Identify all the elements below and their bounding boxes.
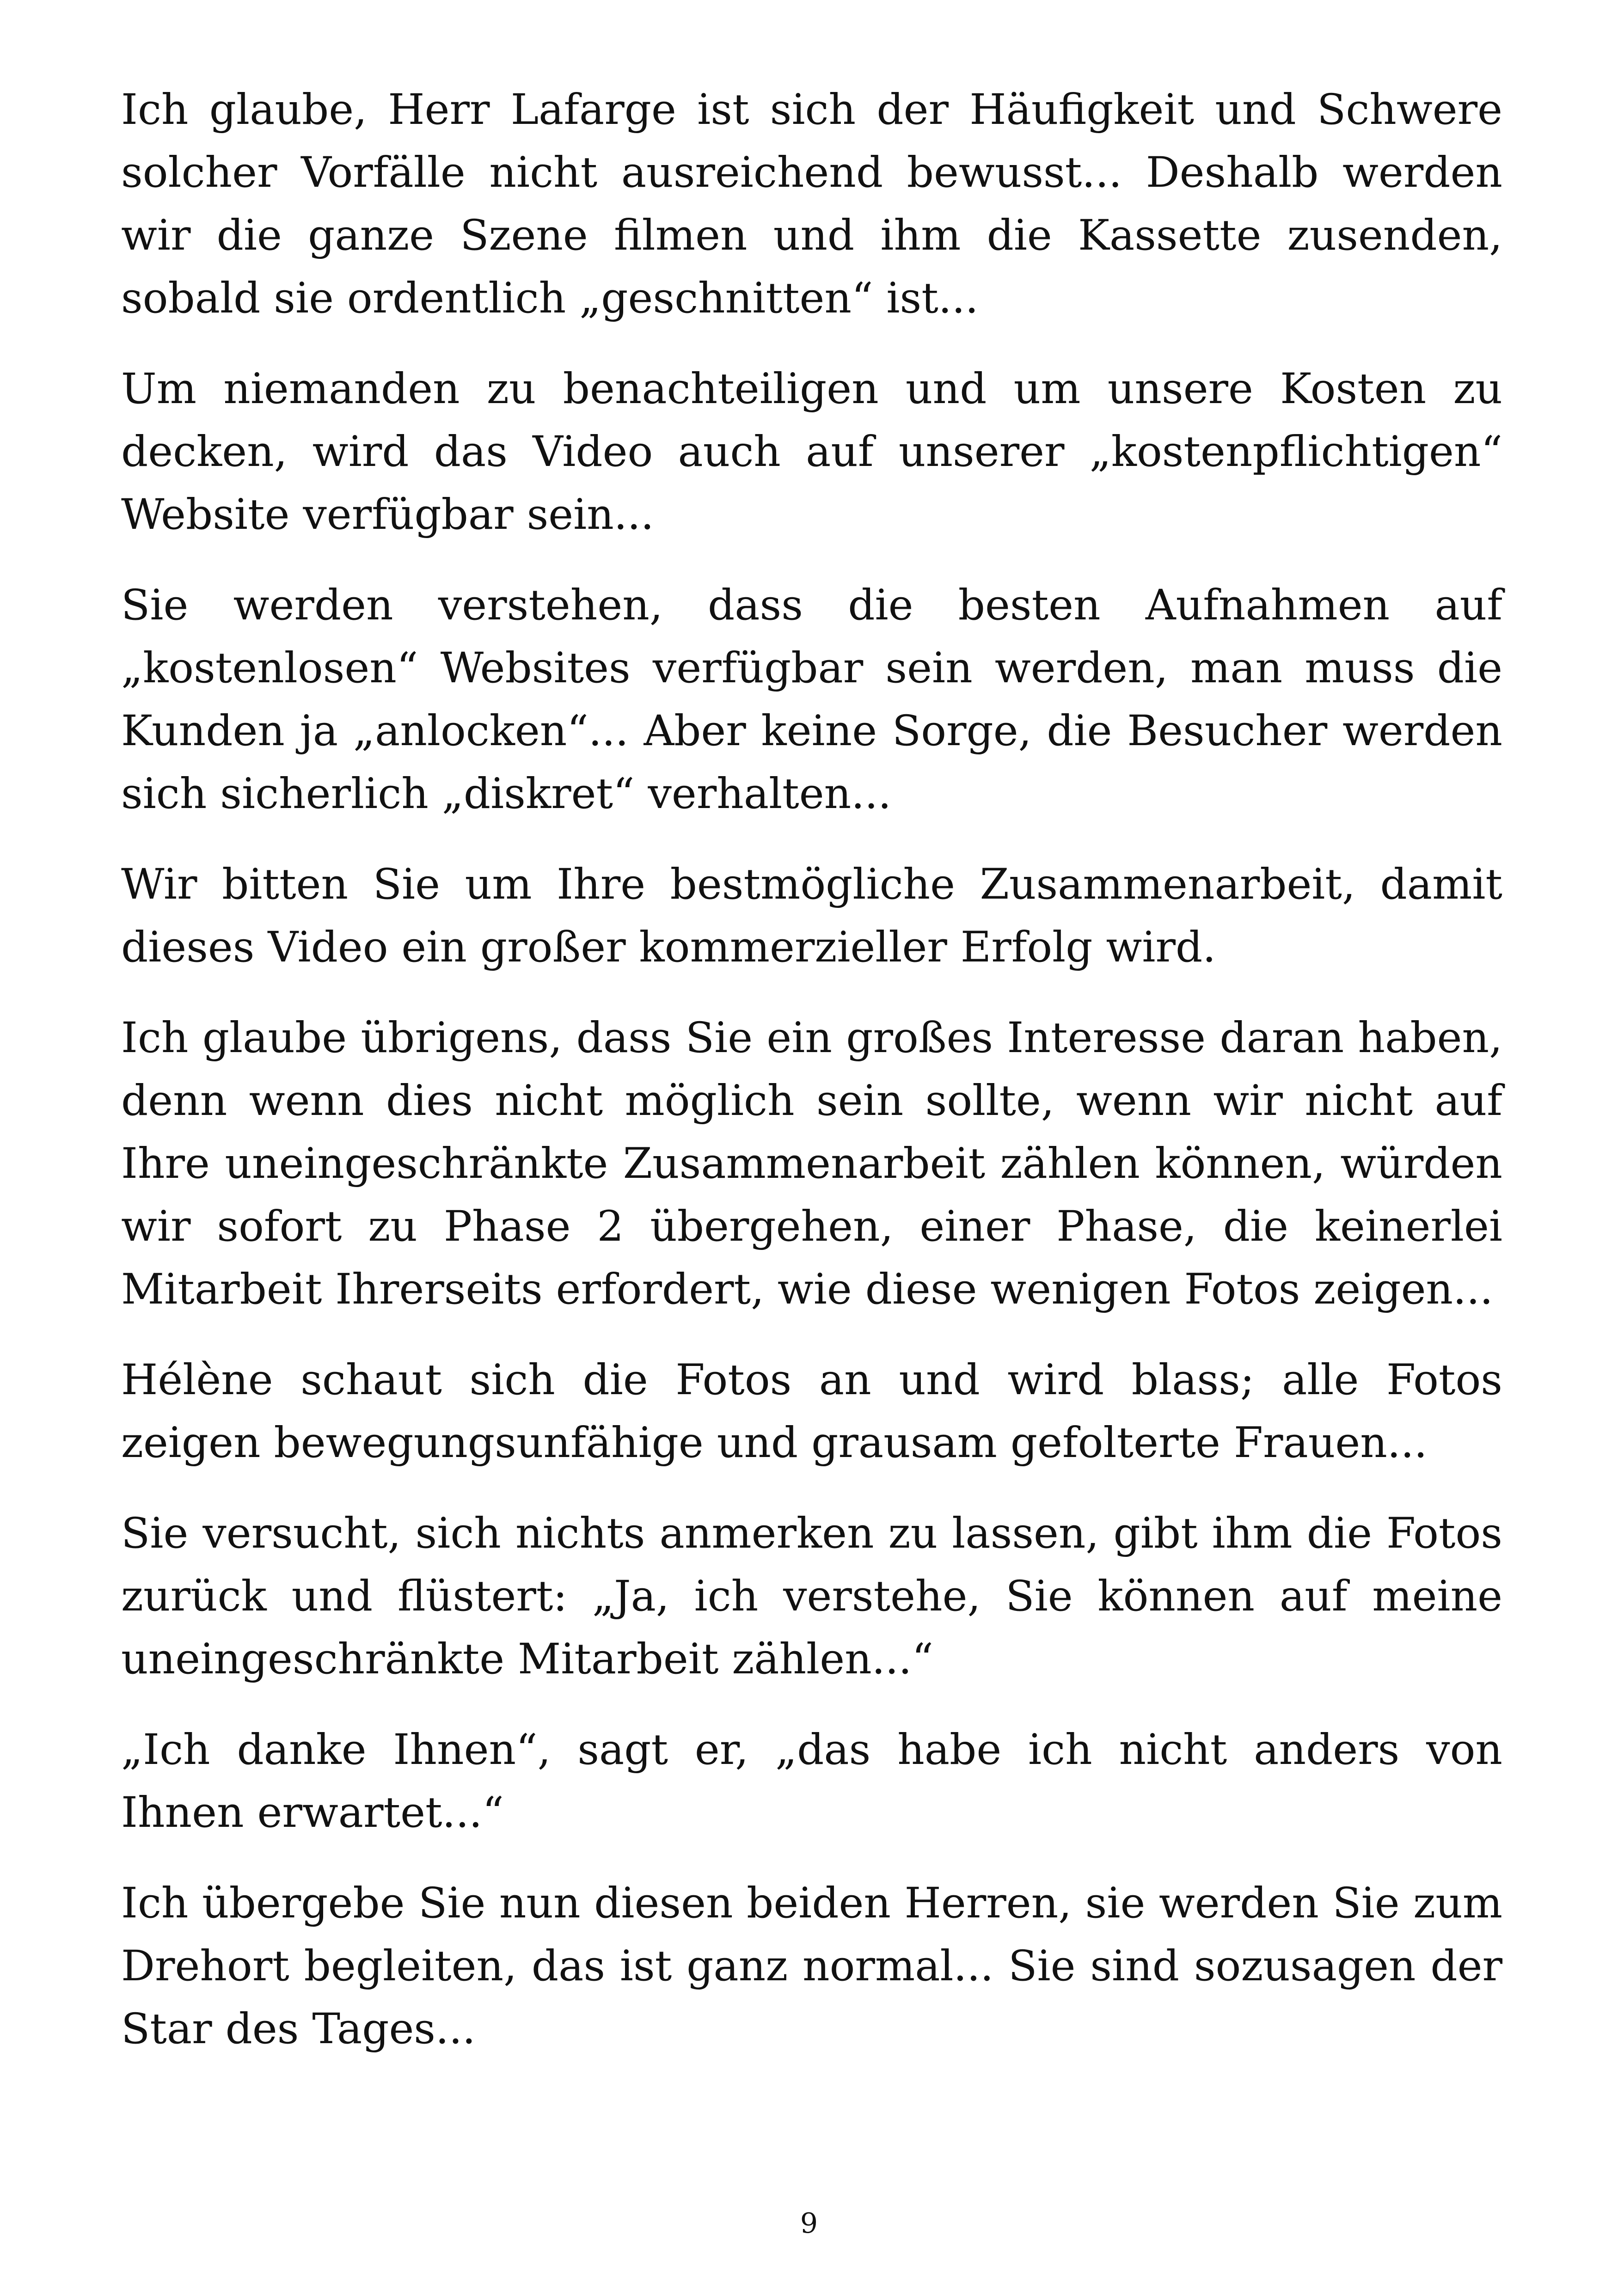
paragraph: Wir bitten Sie um Ihre bestmögliche Zusammenarbeit, damit dieses Video ein großer kommerzieller Erfolg wird. [121, 860, 1502, 972]
paragraph: Sie versucht, sich nichts anmerken zu lassen, gibt ihm die Fotos zurück und flüstert: „Ja, ich verstehe, Sie können auf meine uneingeschränkte Mitarbeit zählen...“ [121, 1509, 1502, 1684]
paragraph: „Ich danke Ihnen“, sagt er, „das habe ich nicht anders von Ihnen erwartet...“ [121, 1726, 1502, 1837]
paragraph: Ich übergebe Sie nun diesen beiden Herren, sie werden Sie zum Drehort begleiten, das ist ganz normal... Sie sind sozusagen der Star des Tages... [121, 1879, 1502, 2053]
body-text [121, 79, 1502, 2088]
paragraph: Hélène schaut sich die Fotos an und wird blass; alle Fotos zeigen bewegungsunfähige und grausam gefolterte Frauen... [121, 1356, 1502, 1467]
page-number: 9 [800, 2207, 818, 2240]
paragraph: Ich glaube, Herr Lafarge ist sich der Häufigkeit und Schwere solcher Vorfälle nicht ausreichend bewusst... Deshalb werden wir die ganze Szene filmen und ihm die Kassette zusenden, sobald sie ordentlich „geschnitten“ ist... [121, 86, 1502, 323]
paragraph: Um niemanden zu benachteiligen und um unsere Kosten zu decken, wird das Video auch auf unserer „kostenpflichtigen“ Website verfügbar sein... [121, 365, 1502, 539]
paragraph: Sie werden verstehen, dass die besten Aufnahmen auf „kostenlosen“ Websites verfügbar sein werden, man muss die Kunden ja „anlocken“... Aber keine Sorge, die Besucher werden sich sicherlich „diskret“ verhalten... [121, 581, 1502, 818]
paragraph: Ich glaube übrigens, dass Sie ein großes Interesse daran haben, denn wenn dies nicht möglich sein sollte, wenn wir nicht auf Ihre uneingeschränkte Zusammenarbeit zählen können, würden wir sofort zu Phase 2 übergehen, einer Phase, die keinerlei Mitarbeit Ihrerseits erfordert, wie diese wenigen Fotos zeigen... [121, 1014, 1502, 1314]
